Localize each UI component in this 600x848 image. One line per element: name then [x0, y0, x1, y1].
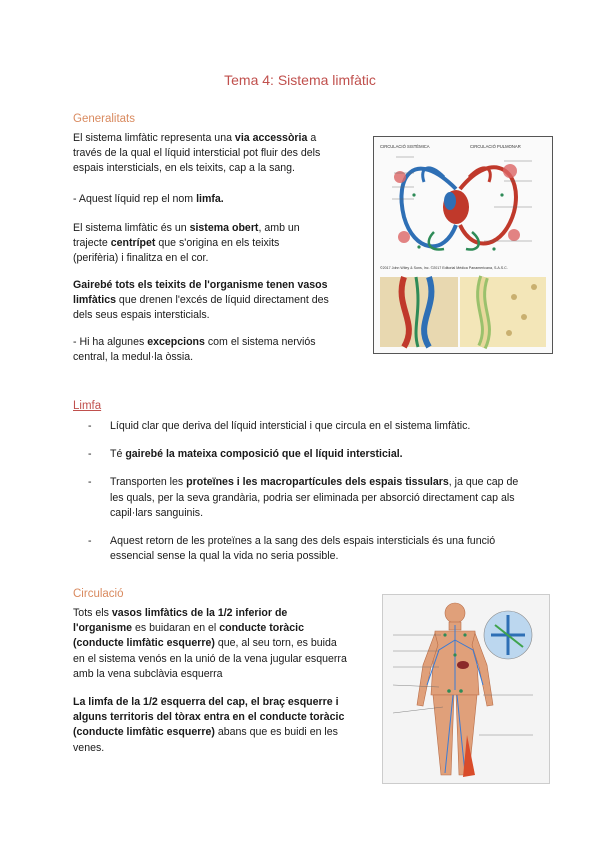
generalitats-paragraph-1: El sistema limfàtic representa una via accessòria a través de la qual el líquid intersticial pot fluir des dels espais intersticials, en els teixits, cap a la sang. [73, 132, 321, 175]
generalitats-paragraph-3: El sistema limfàtic és un sistema obert, amb un trajecte centrípet que s'origina en els teixits (perifèria) i finalitza en el cor. [73, 222, 300, 265]
figure-right-label: CIRCULACIÓ PULMONAR [470, 144, 521, 149]
list-item: - Té gairebé la mateixa composició que el líquid intersticial. [88, 447, 528, 462]
lymphatic-circulation-figure [373, 136, 553, 354]
list-item: - Transporten les proteïnes i les macropartícules dels espais tissulars, ja que cap de les quals, per la seva grandària, podria ser eliminada per absorció directament cap als capil·lars sanguinis. [88, 475, 528, 521]
generalitats-paragraph-2: - Aquest líquid rep el nom limfa. [73, 193, 224, 205]
section-heading-circulacio: Circulació [73, 588, 124, 600]
generalitats-paragraph-5: - Hi ha algunes excepcions com el sistema nerviós central, la medul·la òssia. [73, 336, 316, 364]
figure-left-label: CIRCULACIÓ SISTÈMICA [380, 144, 430, 149]
generalitats-paragraph-4: Gairebé tots els teixits de l'organisme tenen vasos limfàtics que drenen l'excés de líquid directament des dels seus espais intersticials. [73, 279, 329, 322]
circulacio-paragraph-2: La limfa de la 1/2 esquerra del cap, el braç esquerre i alguns territoris del tòrax entra en el conducte toràcic (conducte limfàtic esquerre) abans que es buidi en les venes. [73, 696, 345, 754]
limfa-list [88, 419, 528, 564]
list-item: - Líquid clar que deriva del líquid intersticial i que circula en el sistema limfàtic. [88, 419, 528, 434]
section-heading-limfa: Limfa [73, 400, 102, 412]
circulacio-paragraph-1: Tots els vasos limfàtics de la 1/2 inferior de l'organisme es buidaran en el conducte toràcic (conducte limfàtic esquerre) que, al seu torn, es buida en el sistema venós en la unió de la vena jugular esquerra amb la vena subclàvia esquerra [73, 607, 347, 680]
lymphatic-body-figure [382, 594, 550, 784]
figure-copyright: ©2017 John Wiley & Sons, Inc. ©2017 Editorial Médica Panamericana, S.A.S.C. [380, 266, 508, 270]
circulation-diagram [374, 137, 552, 353]
list-item: - Aquest retorn de les proteïnes a la sang des dels espais intersticials és una funció essencial sense la qual la vida no seria possible. [88, 534, 528, 564]
page-title: Tema 4: Sistema limfàtic [224, 72, 376, 88]
section-heading-generalitats: Generalitats [73, 113, 136, 125]
body-diagram [383, 595, 549, 783]
